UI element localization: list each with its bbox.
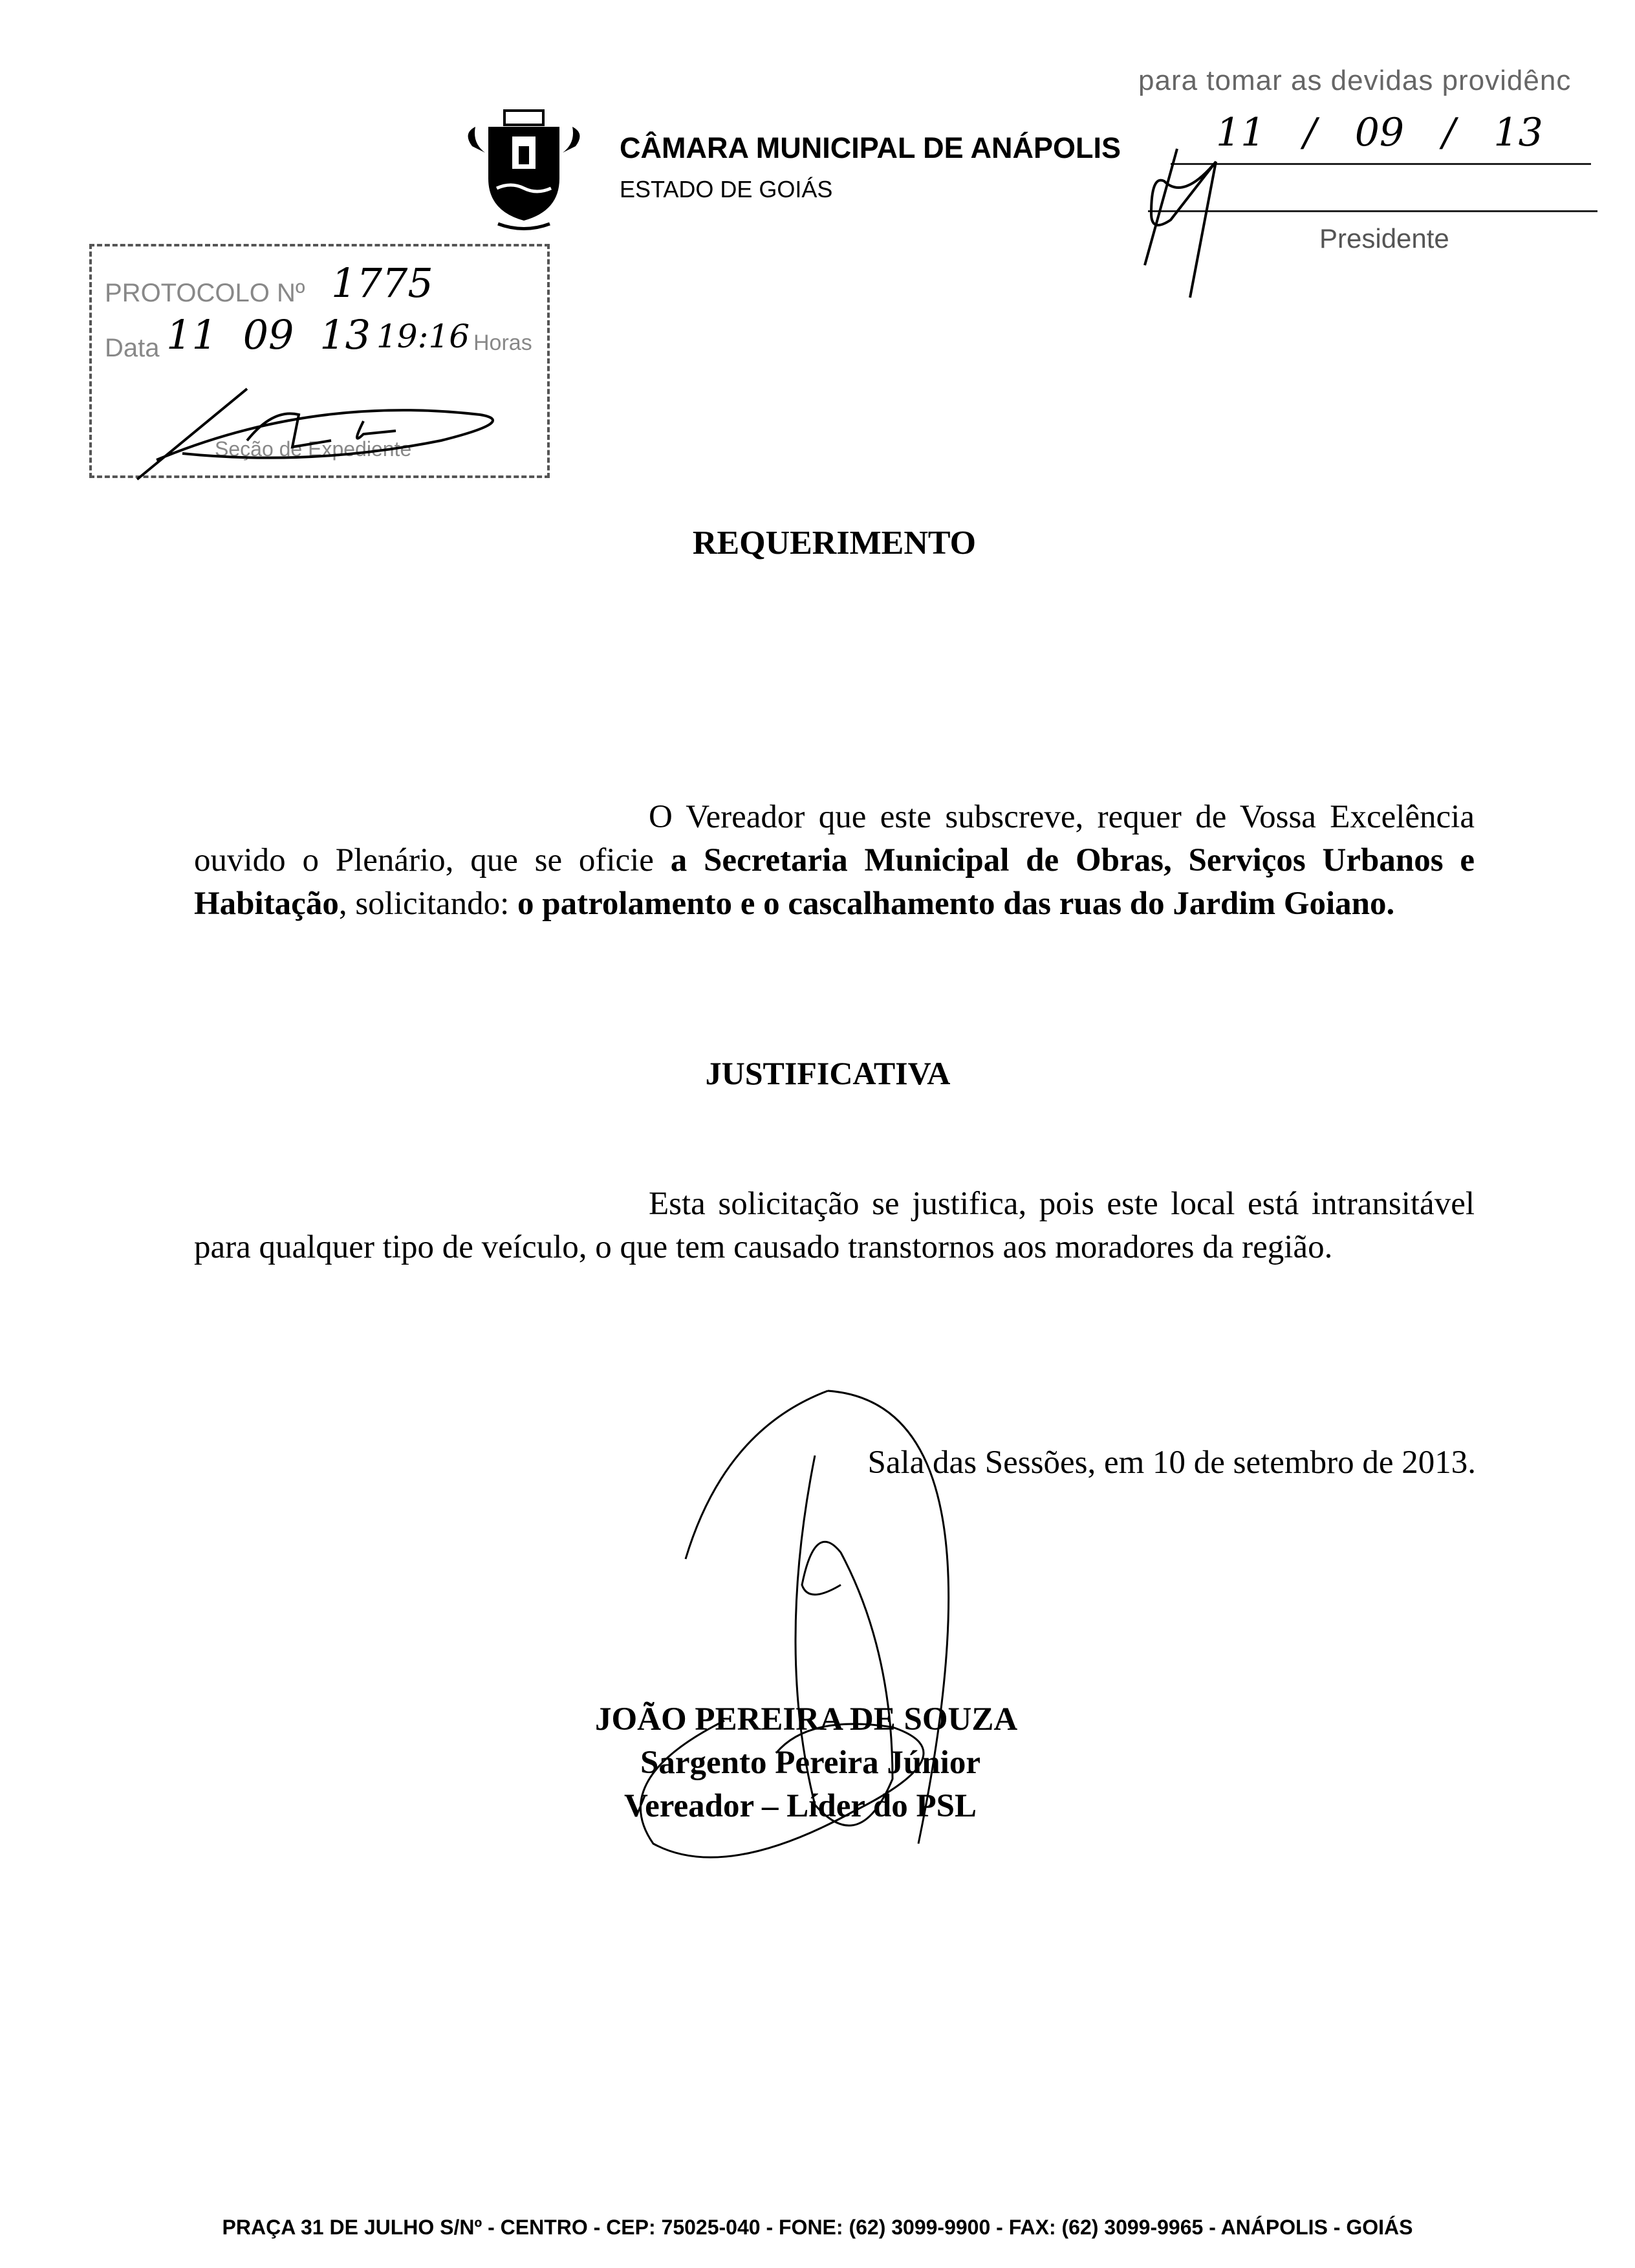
request-recipient: a Secretaria Municipal de Obras, Serviços Urbanos e Habitação — [194, 842, 1475, 922]
department-label: Seção de Expediente — [215, 437, 412, 461]
request-subject: o patrolamento e o cascalhamento das ruas do Jardim Goiano. — [517, 886, 1395, 922]
date-label: Data — [105, 334, 160, 362]
request-paragraph — [194, 796, 1475, 926]
signatory-block — [595, 1698, 1017, 1828]
president-signature — [1138, 136, 1268, 304]
president-label: Presidente — [1319, 223, 1449, 254]
footer-address: PRAÇA 31 DE JULHO S/Nº - CENTRO - CEP: 75025-040 - FONE: (62) 3099-9900 - FAX: (62) 3099-9965 - ANÁPOLIS - GOIÁS — [222, 2216, 1413, 2239]
protocol-date: 11 09 13 — [166, 311, 371, 358]
protocol-time: 19:16 — [376, 318, 470, 355]
request-text-1: O Vereador que este subscreve, requer de Vossa Excelência ouvido o Plenário, que se oficie — [194, 799, 1475, 878]
signatory-name: JOÃO PEREIRA DE SOUZA — [595, 1701, 1018, 1738]
justification-paragraph: Esta solicitação se justifica, pois este local está intransitável para qualquer tipo de veículo, o que tem causado transtornos aos moradores da região. — [194, 1186, 1475, 1265]
dispatch-note: para tomar as devidas providênc — [1138, 65, 1572, 96]
signatory-role: Vereador – Líder do PSL — [624, 1788, 977, 1824]
document-title: REQUERIMENTO — [692, 525, 977, 562]
hours-label: Horas — [473, 331, 532, 355]
protocol-number: 1775 — [331, 259, 433, 307]
protocol-stamp — [89, 244, 550, 478]
justification-title: JUSTIFICATIVA — [705, 1055, 951, 1091]
protocol-label: PROTOCOLO Nº — [105, 279, 305, 307]
request-text-2: , solicitando: — [338, 886, 518, 922]
signatory-nickname: Sargento Pereira Júnior — [640, 1745, 980, 1781]
organization-name: CÂMARA MUNICIPAL DE ANÁPOLIS — [620, 131, 1121, 164]
municipal-coat-of-arms-icon — [459, 107, 589, 230]
dispatch-date: 11 / 09 / 13 — [1216, 110, 1543, 155]
closing-line: Sala das Sessões, em 10 de setembro de 2013. — [867, 1445, 1476, 1481]
organization-state: ESTADO DE GOIÁS — [620, 176, 833, 202]
clerk-signature — [118, 369, 532, 479]
